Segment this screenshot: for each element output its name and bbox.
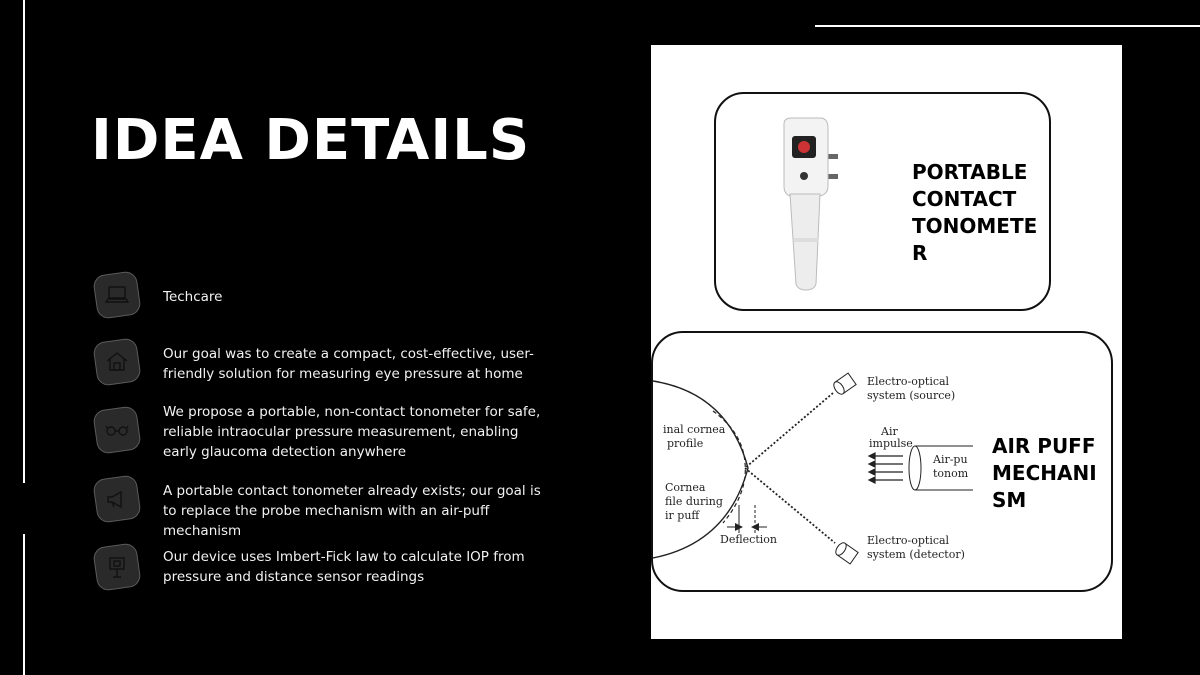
source-label: Electro-optical bbox=[867, 375, 950, 388]
list-item bbox=[95, 273, 575, 323]
left-border-line-top bbox=[23, 0, 25, 483]
tonometer-device-image bbox=[776, 114, 856, 294]
list-item bbox=[95, 477, 575, 539]
item-text: Our device uses Imbert-Fick law to calculate IOP from pressure and distance sensor readings bbox=[163, 549, 525, 585]
airpuff-card bbox=[651, 331, 1113, 592]
airpuff-tube-label: Air-pu bbox=[933, 453, 968, 466]
list-item bbox=[95, 340, 575, 390]
cornea-puff-label: Cornea bbox=[665, 481, 706, 494]
item-text: A portable contact tonometer already exists; our goal is to replace the probe mechanism with an air-puff mechanism bbox=[163, 483, 541, 539]
sign-icon bbox=[92, 542, 142, 592]
page-title: IDEA DETAILS bbox=[91, 108, 531, 173]
detector-label: Electro-optical bbox=[867, 534, 950, 547]
air-impulse-label: Air bbox=[881, 425, 898, 438]
eyeglasses-icon bbox=[92, 405, 142, 455]
item-text: We propose a portable, non-contact tonometer for safe, reliable intraocular pressure measurement, enabling early glaucoma detection anywhere bbox=[163, 404, 541, 460]
left-border-line-bottom bbox=[23, 534, 25, 675]
source-label-2: system (source) bbox=[867, 389, 956, 402]
list-item bbox=[95, 404, 575, 460]
tonometer-card bbox=[714, 92, 1051, 311]
top-right-divider bbox=[815, 25, 1200, 27]
item-text: Techcare bbox=[163, 289, 223, 305]
airpuff-tube-label-2: tonom bbox=[933, 467, 969, 480]
cornea-puff-label-3: ir puff bbox=[665, 509, 700, 522]
airpuff-label: AIR PUFF MECHANI SM bbox=[992, 434, 1097, 512]
cornea-puff-label-2: file during bbox=[665, 495, 723, 508]
air-impulse-label-2: impulse bbox=[869, 437, 913, 450]
laptop-icon bbox=[92, 270, 142, 320]
list-item bbox=[95, 545, 575, 595]
cornea-profile-label-2: profile bbox=[667, 437, 704, 450]
item-text: Our goal was to create a compact, cost-effective, user-friendly solution for measuring eye pressure at home bbox=[163, 346, 534, 382]
house-icon bbox=[92, 337, 142, 387]
airpuff-diagram bbox=[653, 333, 973, 591]
megaphone-icon bbox=[92, 474, 142, 524]
detector-label-2: system (detector) bbox=[867, 548, 965, 561]
tonometer-label: PORTABLE CONTACT TONOMETE R bbox=[912, 160, 1038, 265]
deflection-label: Deflection bbox=[720, 533, 777, 546]
cornea-profile-label: inal cornea bbox=[663, 423, 726, 436]
